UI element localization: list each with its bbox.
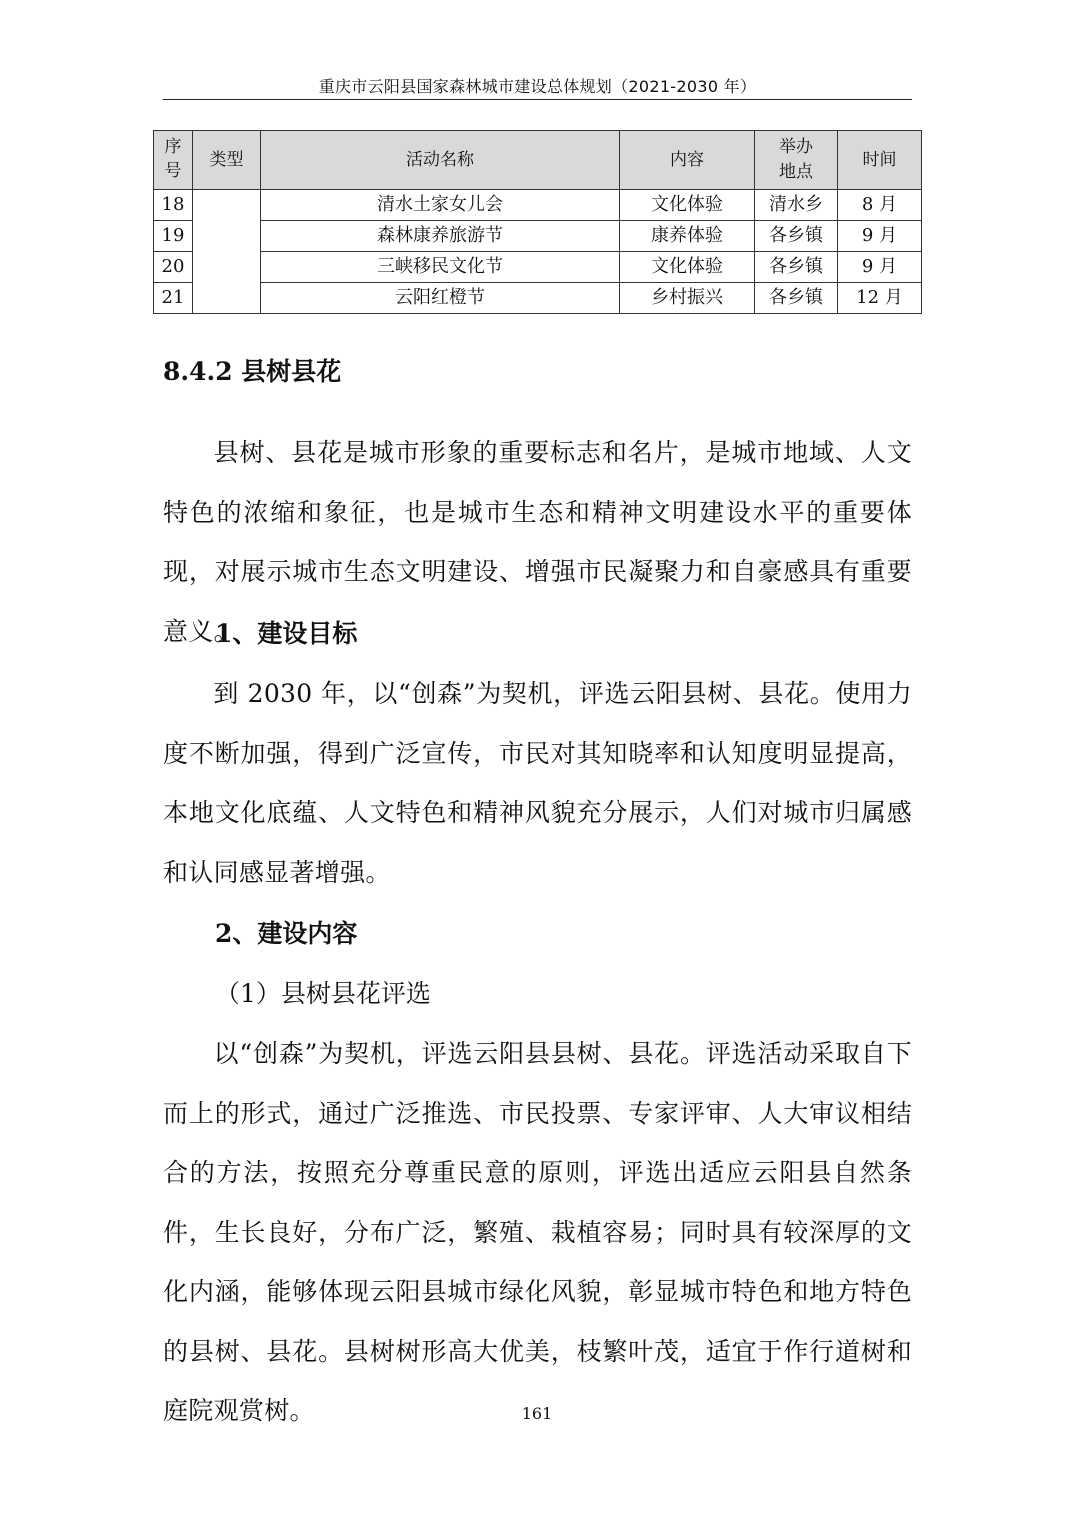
item-label: （1）县树县花评选 (215, 979, 431, 1008)
cell-place: 各乡镇 (755, 221, 838, 252)
cell-name: 云阳红橙节 (261, 283, 620, 314)
cell-num: 21 (154, 283, 193, 314)
goal-text: 到 2030 年，以“创森”为契机，评选云阳县树、县花。使用力度不断加强，得到广泛宣传，市民对其知晓率和认知度明显提高，本地文化底蕴、人文特色和精神风貌充分展示，人们对城市归属感和认同感显著增强。 (163, 679, 912, 887)
activity-table (153, 130, 922, 314)
cell-place: 清水乡 (755, 190, 838, 221)
table-row (154, 221, 922, 252)
table-row (154, 190, 922, 221)
cell-time: 8 月 (838, 190, 922, 221)
item-text: 以“创森”为契机，评选云阳县县树、县花。评选活动采取自下而上的形式，通过广泛推选、市民投票、专家评审、人大审议相结合的方法，按照充分尊重民意的原则，评选出适应云阳县自然条件，生长良好，分布广泛，繁殖、栽植容易；同时具有较深厚的文化内涵，能够体现云阳县城市绿化风貌，彰显城市特色和地方特色的县树、县花。县树树形高大优美，枝繁叶茂，适宜于作行道树和庭院观赏树。 (163, 1039, 912, 1425)
running-header: 重庆市云阳县国家森林城市建设总体规划（2021-2030 年） (318, 77, 757, 96)
cell-place: 各乡镇 (755, 252, 838, 283)
cell-type (193, 190, 261, 314)
cell-time: 9 月 (838, 221, 922, 252)
header-content: 内容 (620, 131, 755, 190)
cell-place: 各乡镇 (755, 283, 838, 314)
intro-text: 县树、县花是城市形象的重要标志和名片，是城市地域、人文特色的浓缩和象征，也是城市生态和精神文明建设水平的重要体现，对展示城市生态文明建设、增强市民凝聚力和自豪感具有重要意义。 (163, 438, 912, 646)
page-number: 161 (521, 1404, 553, 1423)
cell-num: 18 (154, 190, 193, 221)
goal-paragraph (163, 664, 912, 902)
header-type: 类型 (193, 131, 261, 190)
cell-num: 20 (154, 252, 193, 283)
table-header-row (154, 131, 922, 190)
header-divider (163, 99, 912, 100)
header-num (154, 131, 193, 190)
header-time: 时间 (838, 131, 922, 190)
cell-time: 12 月 (838, 283, 922, 314)
content-heading: 2、建设内容 (215, 919, 358, 948)
header-name: 活动名称 (261, 131, 620, 190)
cell-name: 清水土家女儿会 (261, 190, 620, 221)
table-row (154, 252, 922, 283)
section-title: 8.4.2 县树县花 (163, 357, 342, 386)
cell-content: 文化体验 (620, 190, 755, 221)
cell-content: 乡村振兴 (620, 283, 755, 314)
cell-content: 文化体验 (620, 252, 755, 283)
cell-num: 19 (154, 221, 193, 252)
cell-time: 9 月 (838, 252, 922, 283)
cell-name: 森林康养旅游节 (261, 221, 620, 252)
header-num-label: 序号 (164, 137, 182, 181)
header-place-label: 举办地点 (779, 136, 813, 182)
goal-heading: 1、建设目标 (215, 619, 358, 648)
table-row (154, 283, 922, 314)
header-place (755, 131, 838, 190)
cell-name: 三峡移民文化节 (261, 252, 620, 283)
cell-content: 康养体验 (620, 221, 755, 252)
item-paragraph (163, 1024, 912, 1441)
